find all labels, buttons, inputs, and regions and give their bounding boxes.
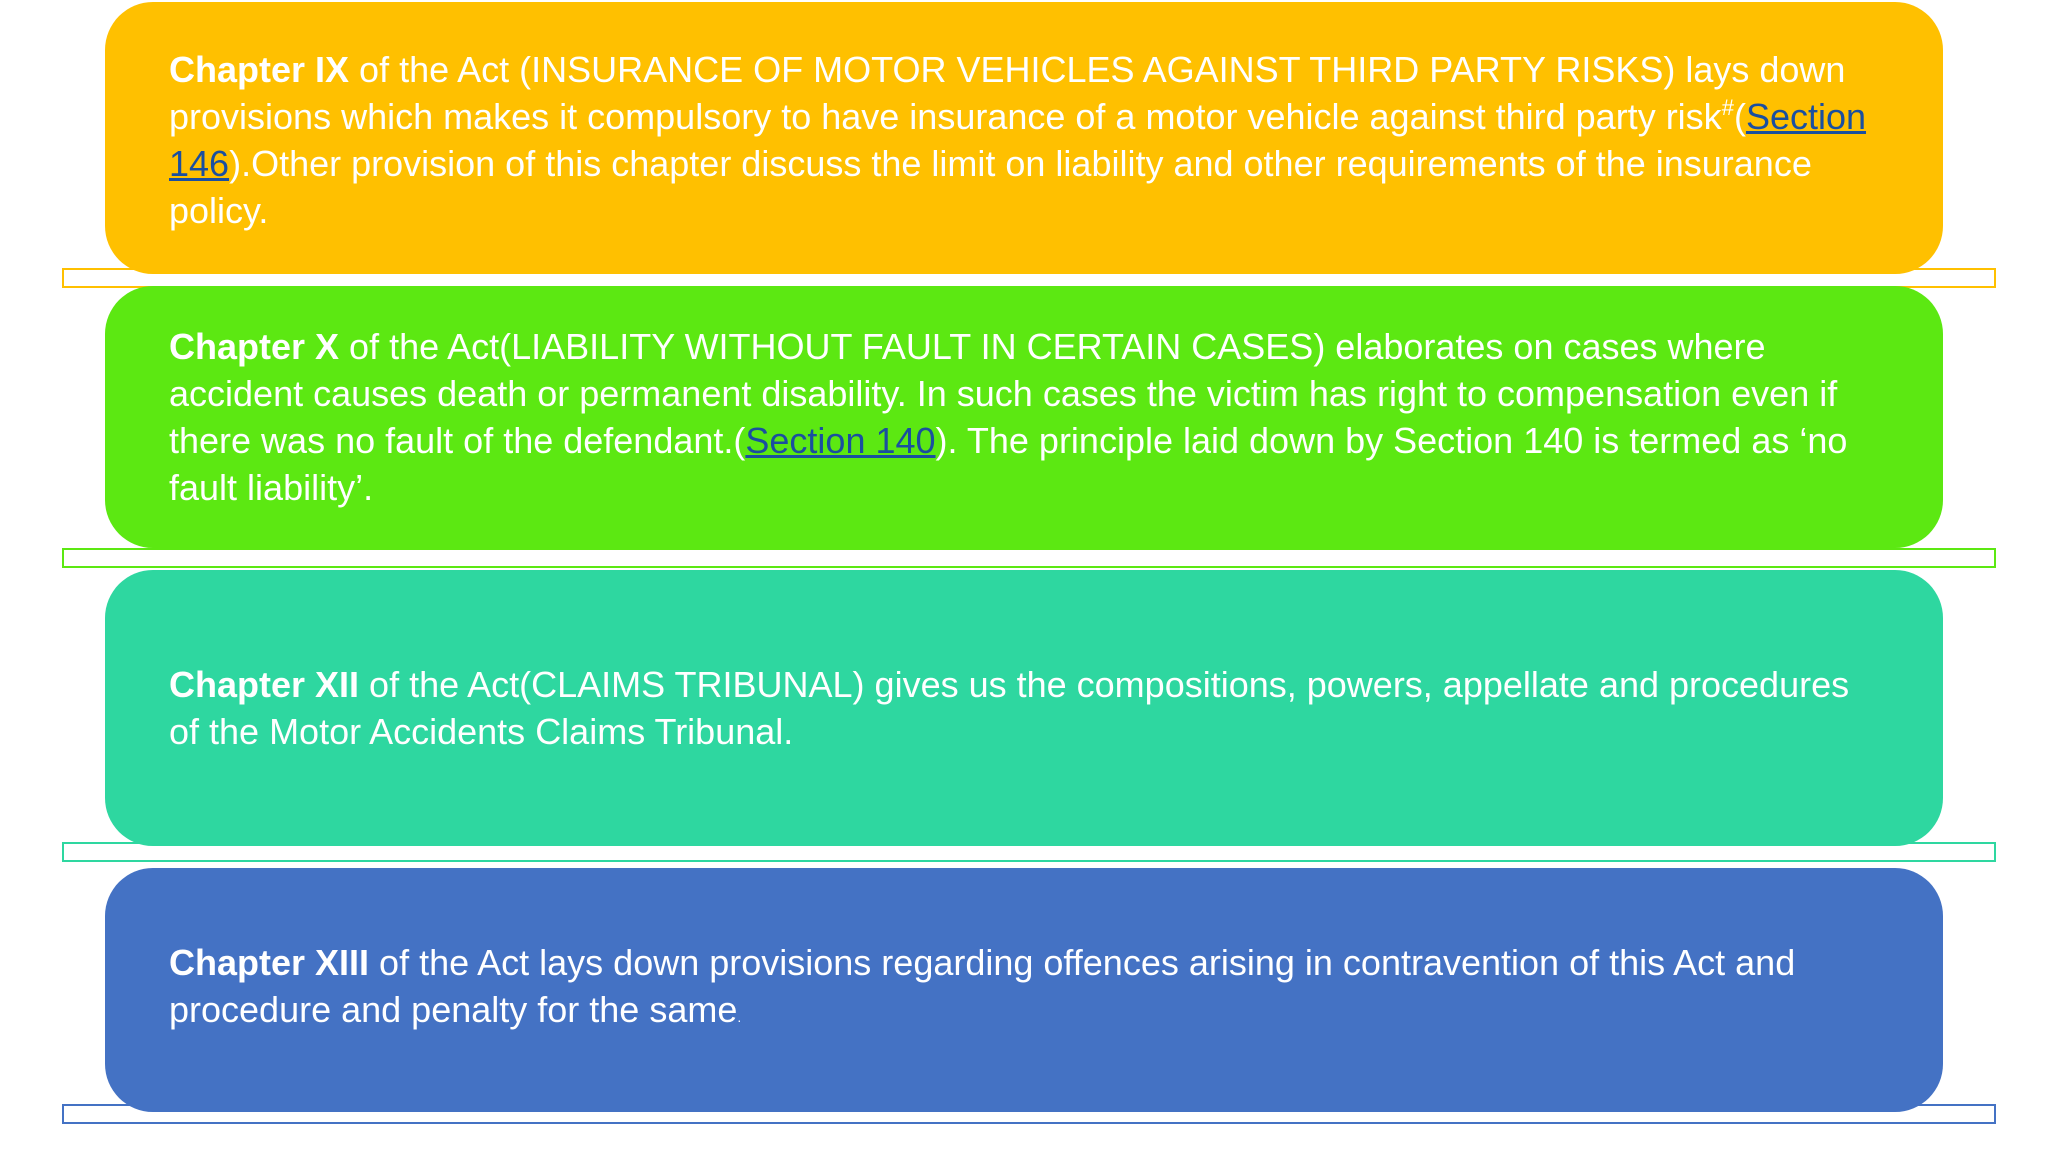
chapter-x-body-b: ). The principle laid down by Section 140 is termed as ‘no fault liability’. bbox=[169, 420, 1848, 508]
chapter-xii-text bbox=[169, 661, 1883, 755]
section-146-link[interactable]: Section 146 bbox=[169, 96, 1867, 184]
chapter-x-text bbox=[169, 323, 1883, 511]
chapter-xiii-card bbox=[105, 868, 1943, 1112]
chapter-ix-footnote-mark: # bbox=[1721, 95, 1734, 120]
card-2-backing-bar bbox=[62, 548, 1996, 568]
section-140-link[interactable]: Section 140 bbox=[745, 420, 936, 461]
chapter-ix-body-b: ( bbox=[1733, 96, 1746, 137]
chapter-xiii-body: of the Act lays down provisions regarding offences arising in contravention of this Act and procedure and penalty for the same bbox=[169, 942, 1796, 1030]
chapter-x-card bbox=[105, 286, 1943, 548]
chapter-xii-heading: Chapter XII bbox=[169, 664, 360, 705]
chapter-xii-card bbox=[105, 570, 1943, 846]
chapter-xiii-period: . bbox=[737, 1009, 742, 1025]
chapter-ix-card bbox=[105, 2, 1943, 274]
chapter-x-heading: Chapter X bbox=[169, 326, 340, 367]
chapter-ix-body-c: ).Other provision of this chapter discuss the limit on liability and other requirements of the insurance policy. bbox=[169, 143, 1812, 231]
chapter-xiii-heading: Chapter XIII bbox=[169, 942, 370, 983]
chapter-ix-text bbox=[169, 42, 1883, 234]
chapter-ix-body-a: of the Act (INSURANCE OF MOTOR VEHICLES AGAINST THIRD PARTY RISKS) lays down provisions which makes it compulsory to have insurance of a motor vehicle against third party risk bbox=[169, 49, 1846, 137]
chapter-x-body-a: of the Act(LIABILITY WITHOUT FAULT IN CERTAIN CASES) elaborates on cases where accident causes death or permanent disability. In such cases the victim has right to compensation even if there was no fault of the defendant.( bbox=[169, 326, 1838, 461]
chapter-xiii-text bbox=[169, 939, 1883, 1041]
chapter-ix-heading: Chapter IX bbox=[169, 49, 350, 90]
chapter-xii-body: of the Act(CLAIMS TRIBUNAL) gives us the compositions, powers, appellate and procedures of the Motor Accidents Claims Tribunal. bbox=[169, 664, 1850, 752]
